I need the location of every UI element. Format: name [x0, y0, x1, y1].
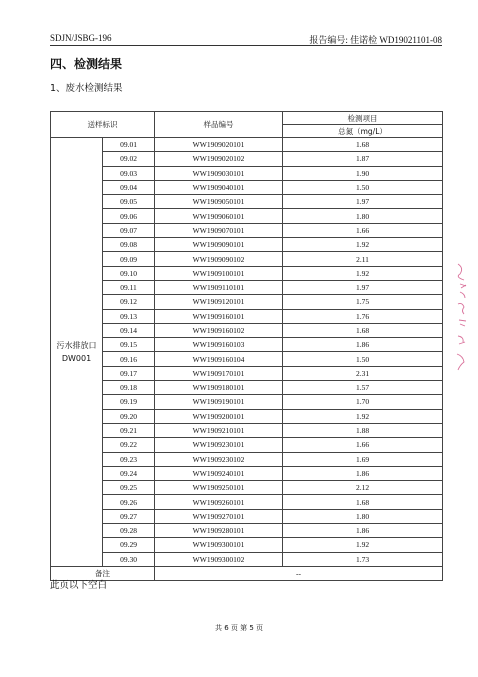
- total-nitrogen-cell: 1.80: [283, 509, 443, 523]
- header-divider: [50, 45, 442, 46]
- table-row: [51, 252, 443, 266]
- sample-date-cell: 09.24: [103, 466, 155, 480]
- site-code: DW001: [61, 353, 92, 363]
- table-row: [51, 266, 443, 280]
- total-nitrogen-cell: 1.88: [283, 423, 443, 437]
- sample-date-cell: 09.23: [103, 452, 155, 466]
- sample-no-cell: WW1909100101: [155, 266, 283, 280]
- total-nitrogen-cell: 1.50: [283, 180, 443, 194]
- sample-date-cell: 09.30: [103, 552, 155, 566]
- table-row: [51, 352, 443, 366]
- sample-date-cell: 09.14: [103, 323, 155, 337]
- col-header-sampling-id: 送样标识: [51, 112, 155, 138]
- sample-date-cell: 09.13: [103, 309, 155, 323]
- total-nitrogen-cell: 2.11: [283, 252, 443, 266]
- sample-date-cell: 09.21: [103, 423, 155, 437]
- col-header-item-group: 检测项目: [283, 112, 443, 125]
- sample-date-cell: 09.06: [103, 209, 155, 223]
- table-row: [51, 495, 443, 509]
- total-nitrogen-cell: 1.92: [283, 538, 443, 552]
- sample-no-cell: WW1909110101: [155, 280, 283, 294]
- total-nitrogen-cell: 1.97: [283, 195, 443, 209]
- table-row: [51, 395, 443, 409]
- table-row: [51, 409, 443, 423]
- sample-no-cell: WW1909250101: [155, 481, 283, 495]
- table-row: [51, 166, 443, 180]
- table-body: [51, 138, 443, 581]
- sample-no-cell: WW1909160104: [155, 352, 283, 366]
- table-row: [51, 295, 443, 309]
- subsection-title: 1、废水检测结果: [50, 83, 123, 94]
- total-nitrogen-cell: 1.76: [283, 309, 443, 323]
- sample-no-cell: WW1909060101: [155, 209, 283, 223]
- site-name: 污水排放口: [56, 340, 97, 350]
- sample-date-cell: 09.12: [103, 295, 155, 309]
- page-header: [50, 33, 442, 45]
- sample-no-cell: WW1909240101: [155, 466, 283, 480]
- sample-date-cell: 09.26: [103, 495, 155, 509]
- sample-date-cell: 09.29: [103, 538, 155, 552]
- table-row: [51, 552, 443, 566]
- sample-date-cell: 09.08: [103, 238, 155, 252]
- section-title: 四、检测结果: [50, 57, 123, 71]
- total-nitrogen-cell: 1.92: [283, 266, 443, 280]
- sample-no-cell: WW1909020101: [155, 138, 283, 152]
- table-row: [51, 366, 443, 380]
- remark-row: [51, 566, 443, 580]
- sample-date-cell: 09.19: [103, 395, 155, 409]
- sample-date-cell: 09.18: [103, 381, 155, 395]
- sample-no-cell: WW1909270101: [155, 509, 283, 523]
- sample-date-cell: 09.16: [103, 352, 155, 366]
- total-nitrogen-cell: 1.66: [283, 223, 443, 237]
- table-row: [51, 223, 443, 237]
- total-nitrogen-cell: 1.87: [283, 152, 443, 166]
- total-nitrogen-cell: 1.75: [283, 295, 443, 309]
- report-number: 报告编号: 佳诺检 WD19021101-08: [309, 35, 442, 45]
- table-row: [51, 280, 443, 294]
- table-row: [51, 152, 443, 166]
- sample-no-cell: WW1909020102: [155, 152, 283, 166]
- page-number: 共 6 页 第 5 页: [214, 624, 264, 632]
- sample-date-cell: 09.07: [103, 223, 155, 237]
- table-row: [51, 438, 443, 452]
- total-nitrogen-cell: 1.86: [283, 524, 443, 538]
- sample-date-cell: 09.11: [103, 280, 155, 294]
- sample-no-cell: WW1909030101: [155, 166, 283, 180]
- sample-no-cell: WW1909190101: [155, 395, 283, 409]
- total-nitrogen-cell: 1.86: [283, 466, 443, 480]
- table-row: [51, 180, 443, 194]
- sample-date-cell: 09.01: [103, 138, 155, 152]
- sample-date-cell: 09.03: [103, 166, 155, 180]
- sample-date-cell: 09.22: [103, 438, 155, 452]
- sample-no-cell: WW1909120101: [155, 295, 283, 309]
- total-nitrogen-cell: 1.97: [283, 280, 443, 294]
- sample-no-cell: WW1909070101: [155, 223, 283, 237]
- total-nitrogen-cell: 1.92: [283, 238, 443, 252]
- total-nitrogen-cell: 1.66: [283, 438, 443, 452]
- sample-no-cell: WW1909160101: [155, 309, 283, 323]
- sample-no-cell: WW1909230101: [155, 438, 283, 452]
- table-row: [51, 466, 443, 480]
- remark-value: --: [155, 566, 443, 580]
- sample-no-cell: WW1909180101: [155, 381, 283, 395]
- sample-date-cell: 09.28: [103, 524, 155, 538]
- col-header-sample-no: 样品编号: [155, 112, 283, 138]
- total-nitrogen-cell: 2.12: [283, 481, 443, 495]
- total-nitrogen-cell: 1.86: [283, 338, 443, 352]
- remark-label: 备注: [51, 566, 155, 580]
- total-nitrogen-cell: 2.31: [283, 366, 443, 380]
- sample-no-cell: WW1909200101: [155, 409, 283, 423]
- table-row: [51, 138, 443, 152]
- sample-date-cell: 09.02: [103, 152, 155, 166]
- table-row: [51, 309, 443, 323]
- total-nitrogen-cell: 1.68: [283, 323, 443, 337]
- total-nitrogen-cell: 1.50: [283, 352, 443, 366]
- table-row: [51, 423, 443, 437]
- sample-no-cell: WW1909210101: [155, 423, 283, 437]
- sample-no-cell: WW1909300101: [155, 538, 283, 552]
- total-nitrogen-cell: 1.80: [283, 209, 443, 223]
- total-nitrogen-cell: 1.69: [283, 452, 443, 466]
- table-row: [51, 195, 443, 209]
- table-row: [51, 338, 443, 352]
- sample-no-cell: WW1909090102: [155, 252, 283, 266]
- sample-date-cell: 09.17: [103, 366, 155, 380]
- sample-no-cell: WW1909040101: [155, 180, 283, 194]
- sample-date-cell: 09.04: [103, 180, 155, 194]
- total-nitrogen-cell: 1.90: [283, 166, 443, 180]
- sample-date-cell: 09.25: [103, 481, 155, 495]
- seal-stamp-icon: [452, 258, 472, 373]
- table-row: [51, 238, 443, 252]
- sample-date-cell: 09.10: [103, 266, 155, 280]
- sample-no-cell: WW1909280101: [155, 524, 283, 538]
- sampling-site-cell: [51, 138, 103, 567]
- sample-no-cell: WW1909050101: [155, 195, 283, 209]
- table-row: [51, 209, 443, 223]
- results-table: [50, 111, 443, 581]
- sample-no-cell: WW1909160102: [155, 323, 283, 337]
- table-row: [51, 323, 443, 337]
- sample-date-cell: 09.15: [103, 338, 155, 352]
- sample-no-cell: WW1909160103: [155, 338, 283, 352]
- table-row: [51, 381, 443, 395]
- total-nitrogen-cell: 1.57: [283, 381, 443, 395]
- table-row: [51, 538, 443, 552]
- table-row: [51, 452, 443, 466]
- table-row: [51, 509, 443, 523]
- sample-no-cell: WW1909090101: [155, 238, 283, 252]
- table-row: [51, 481, 443, 495]
- sample-no-cell: WW1909230102: [155, 452, 283, 466]
- standard-code: SDJN/JSBG-196: [50, 33, 112, 43]
- col-header-total-nitrogen: 总氮（mg/L）: [283, 125, 443, 138]
- sample-date-cell: 09.05: [103, 195, 155, 209]
- table-row: [51, 524, 443, 538]
- sample-date-cell: 09.27: [103, 509, 155, 523]
- sample-no-cell: WW1909260101: [155, 495, 283, 509]
- blank-note: 此页以下空白: [50, 580, 108, 591]
- total-nitrogen-cell: 1.68: [283, 495, 443, 509]
- total-nitrogen-cell: 1.70: [283, 395, 443, 409]
- total-nitrogen-cell: 1.73: [283, 552, 443, 566]
- sample-no-cell: WW1909170101: [155, 366, 283, 380]
- sample-date-cell: 09.09: [103, 252, 155, 266]
- total-nitrogen-cell: 1.92: [283, 409, 443, 423]
- sample-date-cell: 09.20: [103, 409, 155, 423]
- total-nitrogen-cell: 1.68: [283, 138, 443, 152]
- sample-no-cell: WW1909300102: [155, 552, 283, 566]
